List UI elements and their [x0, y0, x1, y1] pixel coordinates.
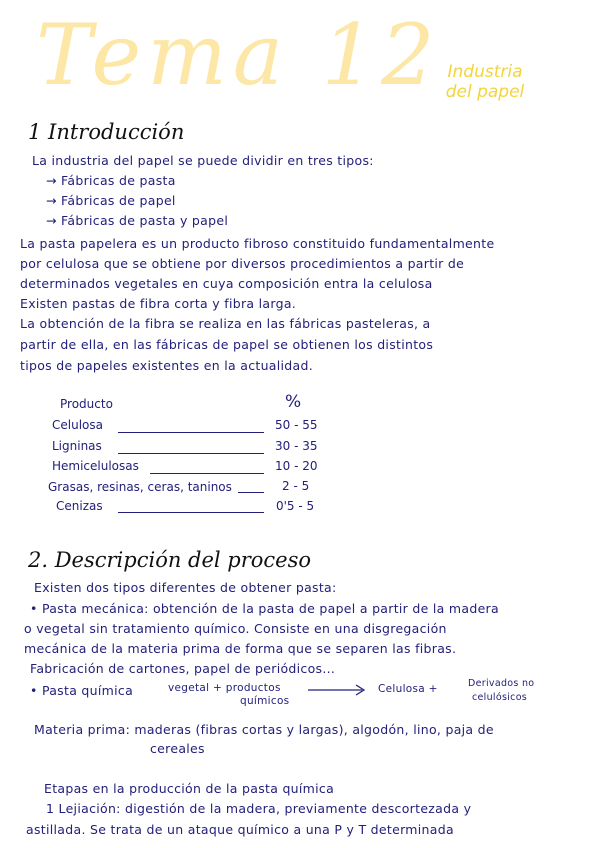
table-cell-product: Ligninas: [52, 439, 102, 453]
subtitle-line-2: del papel: [445, 82, 525, 102]
table-leader-line: [150, 473, 264, 474]
page-subtitle: [430, 62, 540, 102]
paragraph-line: astillada. Se trata de un ataque químico a una P y T determinada: [26, 822, 454, 837]
paragraph-line: cereales: [150, 741, 205, 756]
paragraph-line: por celulosa que se obtiene por diversos procedimientos a partir de: [20, 256, 465, 271]
section-1-heading: 1 Introducción: [28, 120, 185, 144]
type-item: → Fábricas de pasta y papel: [46, 213, 229, 228]
table-leader-line: [118, 453, 264, 454]
table-header-percent: %: [285, 392, 302, 412]
table-leader-line: [118, 512, 264, 513]
quimica-reactant: vegetal + productos: [168, 682, 281, 694]
table-cell-percent: 50 - 55: [275, 418, 318, 432]
paragraph-line: determinados vegetales en cuya composición entra la celulosa: [20, 276, 433, 291]
paragraph-line: La pasta papelera es un producto fibroso constituido fundamentalmente: [20, 236, 495, 251]
paragraph-line: Fabricación de cartones, papel de periódicos...: [30, 661, 336, 676]
paragraph-line: • Pasta mecánica: obtención de la pasta de papel a partir de la madera: [30, 601, 499, 616]
paragraph-line: tipos de papeles existentes en la actualidad.: [20, 358, 314, 373]
table-leader-line: [238, 492, 264, 493]
paragraph-line: 1 Lejiación: digestión de la madera, previamente descortezada y: [46, 801, 472, 816]
section-1-intro: La industria del papel se puede dividir en tres tipos:: [32, 153, 374, 168]
table-cell-percent: 0'5 - 5: [276, 499, 315, 513]
type-item: → Fábricas de pasta: [46, 173, 176, 188]
quimica-product: Celulosa +: [378, 683, 438, 695]
paragraph-line: Materia prima: maderas (fibras cortas y largas), algodón, lino, paja de: [34, 722, 494, 737]
table-cell-percent: 30 - 35: [275, 439, 318, 453]
paragraph-line: Existen pastas de fibra corta y fibra larga.: [20, 296, 297, 311]
table-cell-product: Hemicelulosas: [52, 459, 139, 473]
table-cell-product: Grasas, resinas, ceras, taninos: [48, 480, 232, 494]
paragraph-line: mecánica de la materia prima de forma que se separen las fibras.: [24, 641, 457, 656]
quimica-label: • Pasta química: [30, 683, 134, 698]
table-leader-line: [118, 432, 264, 433]
table-cell-product: Celulosa: [52, 418, 103, 432]
table-cell-percent: 10 - 20: [275, 459, 318, 473]
section-2-intro: Existen dos tipos diferentes de obtener pasta:: [34, 580, 337, 595]
quimica-reactant-2: químicos: [240, 695, 290, 707]
quimica-byproduct: Derivados no: [468, 678, 535, 689]
paragraph-line: La obtención de la fibra se realiza en las fábricas pasteleras, a: [20, 316, 431, 331]
table-cell-percent: 2 - 5: [282, 479, 310, 493]
paragraph-line: o vegetal sin tratamiento químico. Consiste en una disgregación: [24, 621, 447, 636]
reaction-arrow-icon: [306, 682, 368, 696]
paragraph-line: partir de ella, en las fábricas de papel se obtienen los distintos: [20, 337, 434, 352]
section-2-heading: 2. Descripción del proceso: [28, 548, 312, 572]
etapas-title: Etapas en la producción de la pasta química: [44, 781, 335, 796]
table-cell-product: Cenizas: [56, 499, 103, 513]
page-title: Tema 12: [36, 6, 441, 104]
subtitle-line-1: Industria: [447, 62, 523, 82]
type-item: → Fábricas de papel: [46, 193, 176, 208]
quimica-byproduct-2: celulósicos: [472, 692, 528, 703]
table-header-product: Producto: [60, 397, 113, 411]
